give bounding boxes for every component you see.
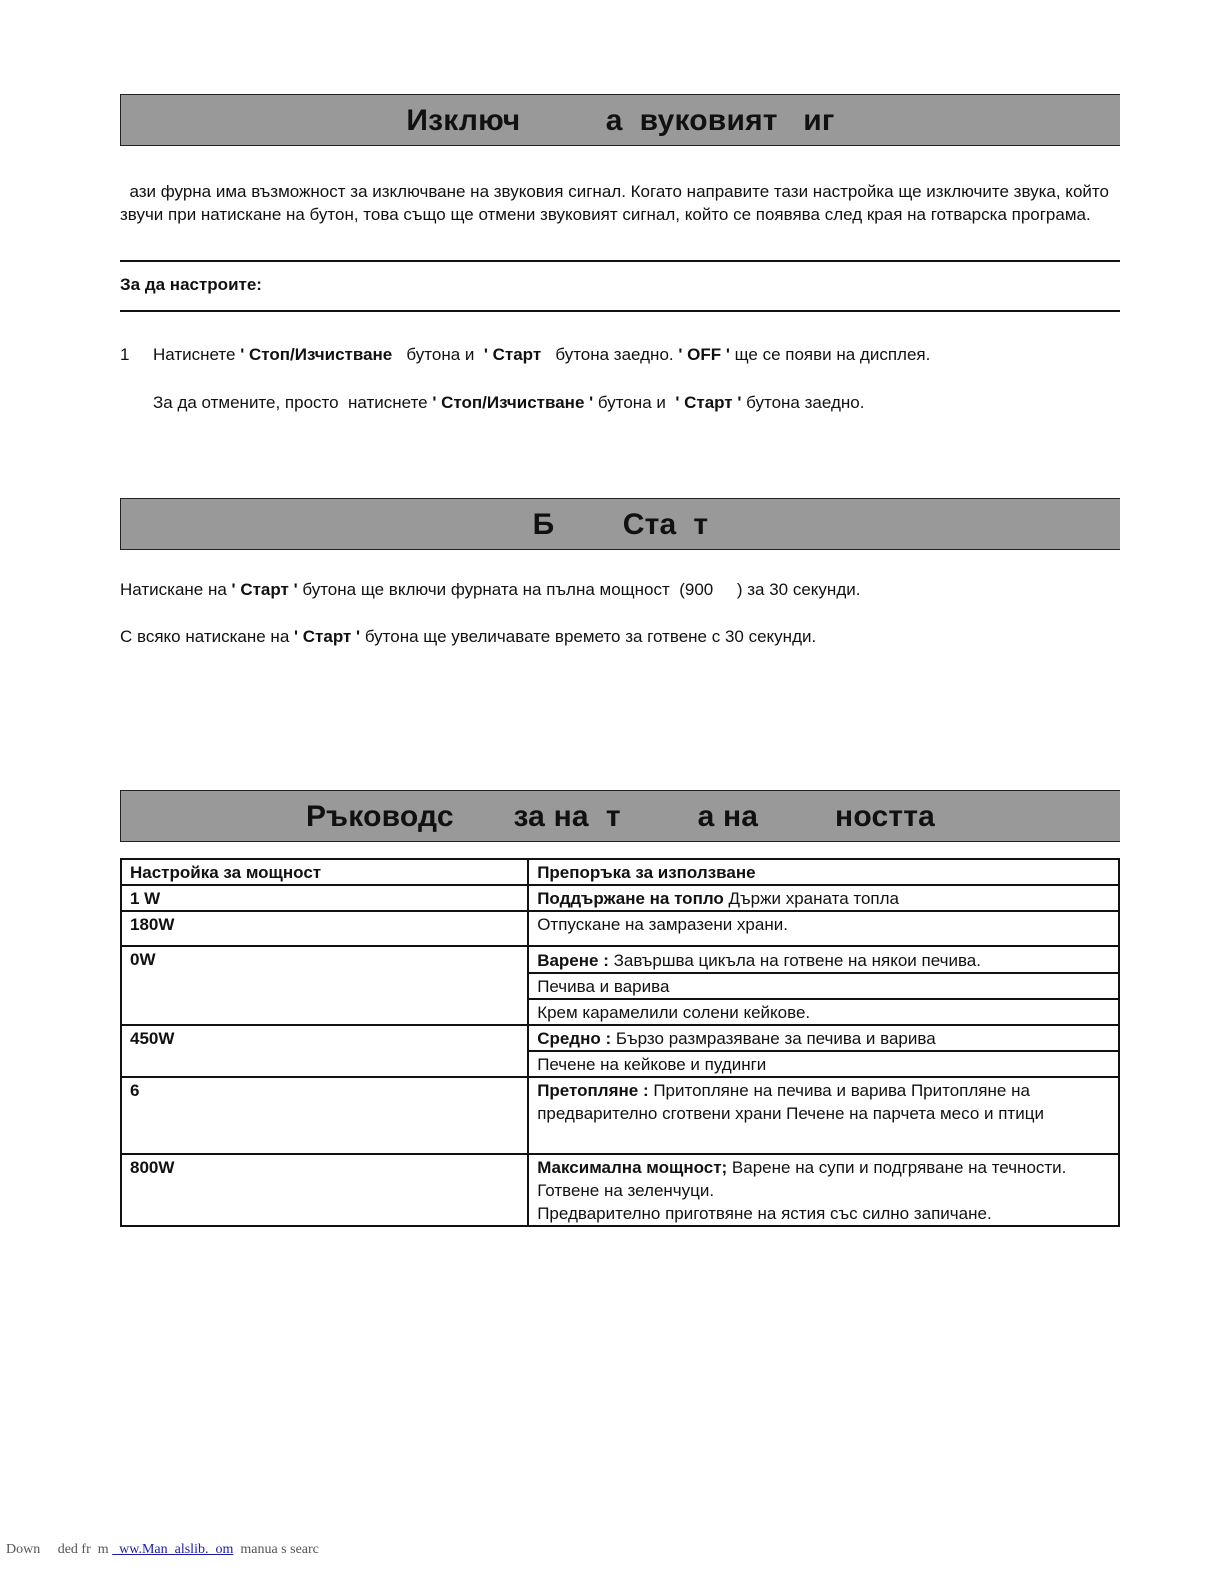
recommendation-cell: Максимална мощност; Варене на супи и подгряване на течности. Готвене на зеленчуци. Предварително приготвяне на ястия със силно запичане. xyxy=(528,1154,1119,1226)
power-cell: 6 xyxy=(121,1077,528,1154)
section-title-power-guide: Ръководс за на т а на ността xyxy=(120,790,1120,842)
cancel-instruction: За да отмените, просто натиснете ' Стоп/Изчистване ' бутона и ' Старт ' бутона заедно. xyxy=(153,393,865,412)
recommendation-cell: Варене : Завършва цикъла на готвене на някои печива. xyxy=(528,946,1119,973)
recommendation-cell: Печива и варива xyxy=(528,973,1119,999)
power-cell: 450W xyxy=(121,1025,528,1077)
quick-start-line-2: С всяко натискане на ' Старт ' бутона ще увеличавате времето за готвене с 30 секунди. xyxy=(120,627,817,646)
recommendation-cell: Отпускане на замразени храни. xyxy=(528,911,1119,946)
power-cell: 0W xyxy=(121,946,528,1025)
footer-prefix: Down ded fr m xyxy=(6,1542,113,1557)
step-number: 1 xyxy=(120,345,130,364)
table-row xyxy=(121,911,1119,946)
power-cell: 800W xyxy=(121,1154,528,1226)
quick-start-line-1: Натискане на ' Старт ' бутона ще включи фурната на пълна мощност (900 ) за 30 секунди. xyxy=(120,580,861,599)
table-row xyxy=(121,946,1119,973)
recommendation-cell: Претопляне : Притопляне на печива и варива Притопляне на предварително сготвени храни Печене на парчета месо и птици xyxy=(528,1077,1119,1154)
recommendation-cell: Крем карамелили солени кейкове. xyxy=(528,999,1119,1025)
intro-line-2: звучи при натискане на бутон, това също ще отмени звуковият сигнал, който се появява след края на готварска програма. xyxy=(120,205,1091,224)
power-cell: 180W xyxy=(121,911,528,946)
intro-line-1: ази фурна има възможност за изключване на звуковия сигнал. Когато направите тази настройка ще изключите звука, който xyxy=(120,182,1109,201)
table-header-power: Настройка за мощност xyxy=(121,859,528,885)
power-table xyxy=(120,858,1120,1227)
table-row xyxy=(121,1077,1119,1154)
recommendation-cell: Печене на кейкове и пудинги xyxy=(528,1051,1119,1077)
step-instruction: Натиснете ' Стоп/Изчистване бутона и ' Старт бутона заедно. ' OFF ' ще се появи на дисплея. xyxy=(153,345,931,364)
recommendation-cell: Поддържане на топло Държи храната топла xyxy=(528,885,1119,911)
table-row xyxy=(121,885,1119,911)
table-row xyxy=(121,1154,1119,1226)
divider-top xyxy=(120,260,1120,262)
recommendation-cell: Средно : Бързо размразяване за печива и варива xyxy=(528,1025,1119,1051)
table-row xyxy=(121,1025,1119,1051)
section-title-quick-start: Б Ста т xyxy=(120,498,1120,550)
section-title-sound: Изключ а вуковият иг xyxy=(120,94,1120,146)
footer-link[interactable]: ww.Man alslib. om xyxy=(112,1542,234,1557)
footer-suffix: manua s searc xyxy=(233,1542,319,1557)
power-cell: 1 W xyxy=(121,885,528,911)
footer xyxy=(6,1542,319,1558)
divider-bottom xyxy=(120,310,1120,312)
table-header-row xyxy=(121,859,1119,885)
table-header-recommendation: Препоръка за използване xyxy=(528,859,1119,885)
setup-heading: За да настроите: xyxy=(120,275,262,294)
